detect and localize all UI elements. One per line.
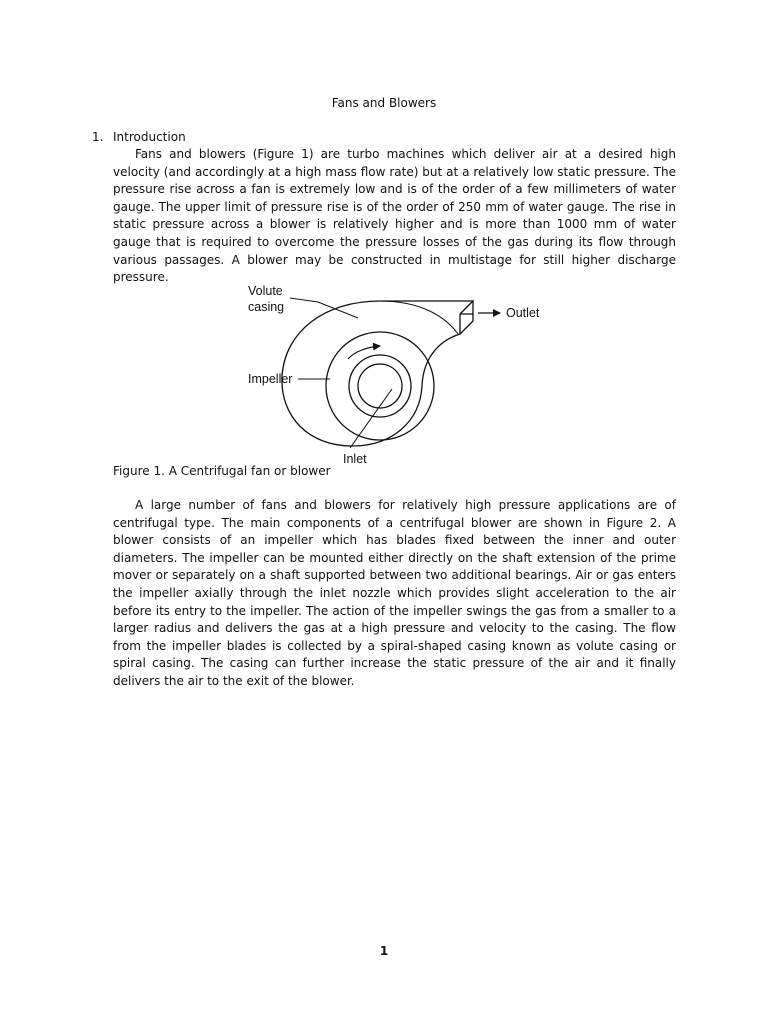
impeller-outer-circle bbox=[326, 332, 434, 440]
intro-paragraph bbox=[113, 146, 676, 287]
volute-label-line2: casing bbox=[248, 300, 285, 314]
intro-paragraph-text: Fans and blowers (Figure 1) are turbo machines which deliver air at a desired high velocity (and accordingly at a high mass flow rate) but at a relatively low static pressure. The pressure rise across a fan is extremely low and is of the order of a few millimeters of water gauge. The upper limit of pressure rise is of the order of 250 mm of water gauge. The rise in static pressure across a blower is relatively higher and is more than 1000 mm of water gauge that is required to overcome the pressure losses of the gas during its flow through various passages. A blower may be constructed in multistage for still higher discharge pressure. bbox=[113, 147, 676, 285]
components-paragraph-text: A large number of fans and blowers for relatively high pressure applications are of centrifugal type. The main components of a centrifugal blower are shown in Figure 2. A blower consists of an impeller which has blades fixed between the inner and outer diameters. The impeller can be mounted either directly on the shaft extension of the prime mover or separately on a shaft supported between two additional bearings. Air or gas enters the impeller axially through the inlet nozzle which provides slight acceleration to the air before its entry to the impeller. The action of the impeller swings the gas from a smaller to a larger radius and delivers the gas at a high pressure and velocity to the casing. The flow from the impeller blades is collected by a spiral-shaped casing known as volute casing or spiral casing. The casing can further increase the static pressure of the air and it finally delivers the air to the exit of the blower. bbox=[113, 498, 676, 688]
section-heading bbox=[92, 128, 186, 146]
inlet-label: Inlet bbox=[343, 452, 367, 466]
casing-back-edge bbox=[380, 301, 458, 334]
section-number: 1. bbox=[92, 130, 104, 144]
volute-label-line1: Volute bbox=[248, 284, 283, 298]
outlet-label: Outlet bbox=[506, 306, 540, 320]
volute-casing-outline bbox=[282, 301, 473, 446]
components-paragraph bbox=[113, 497, 676, 691]
outlet-box bbox=[460, 301, 473, 334]
rotation-arrow bbox=[348, 346, 380, 359]
document-title: Fans and Blowers bbox=[331, 96, 437, 110]
inlet-circle bbox=[358, 364, 402, 408]
impeller-label: Impeller bbox=[248, 372, 293, 386]
centrifugal-fan-figure bbox=[230, 276, 570, 468]
figure-caption: Figure 1. A Centrifugal fan or blower bbox=[113, 464, 331, 478]
section-title: Introduction bbox=[113, 130, 186, 144]
volute-leader-line bbox=[290, 298, 358, 318]
page-number: 1 bbox=[379, 944, 389, 958]
